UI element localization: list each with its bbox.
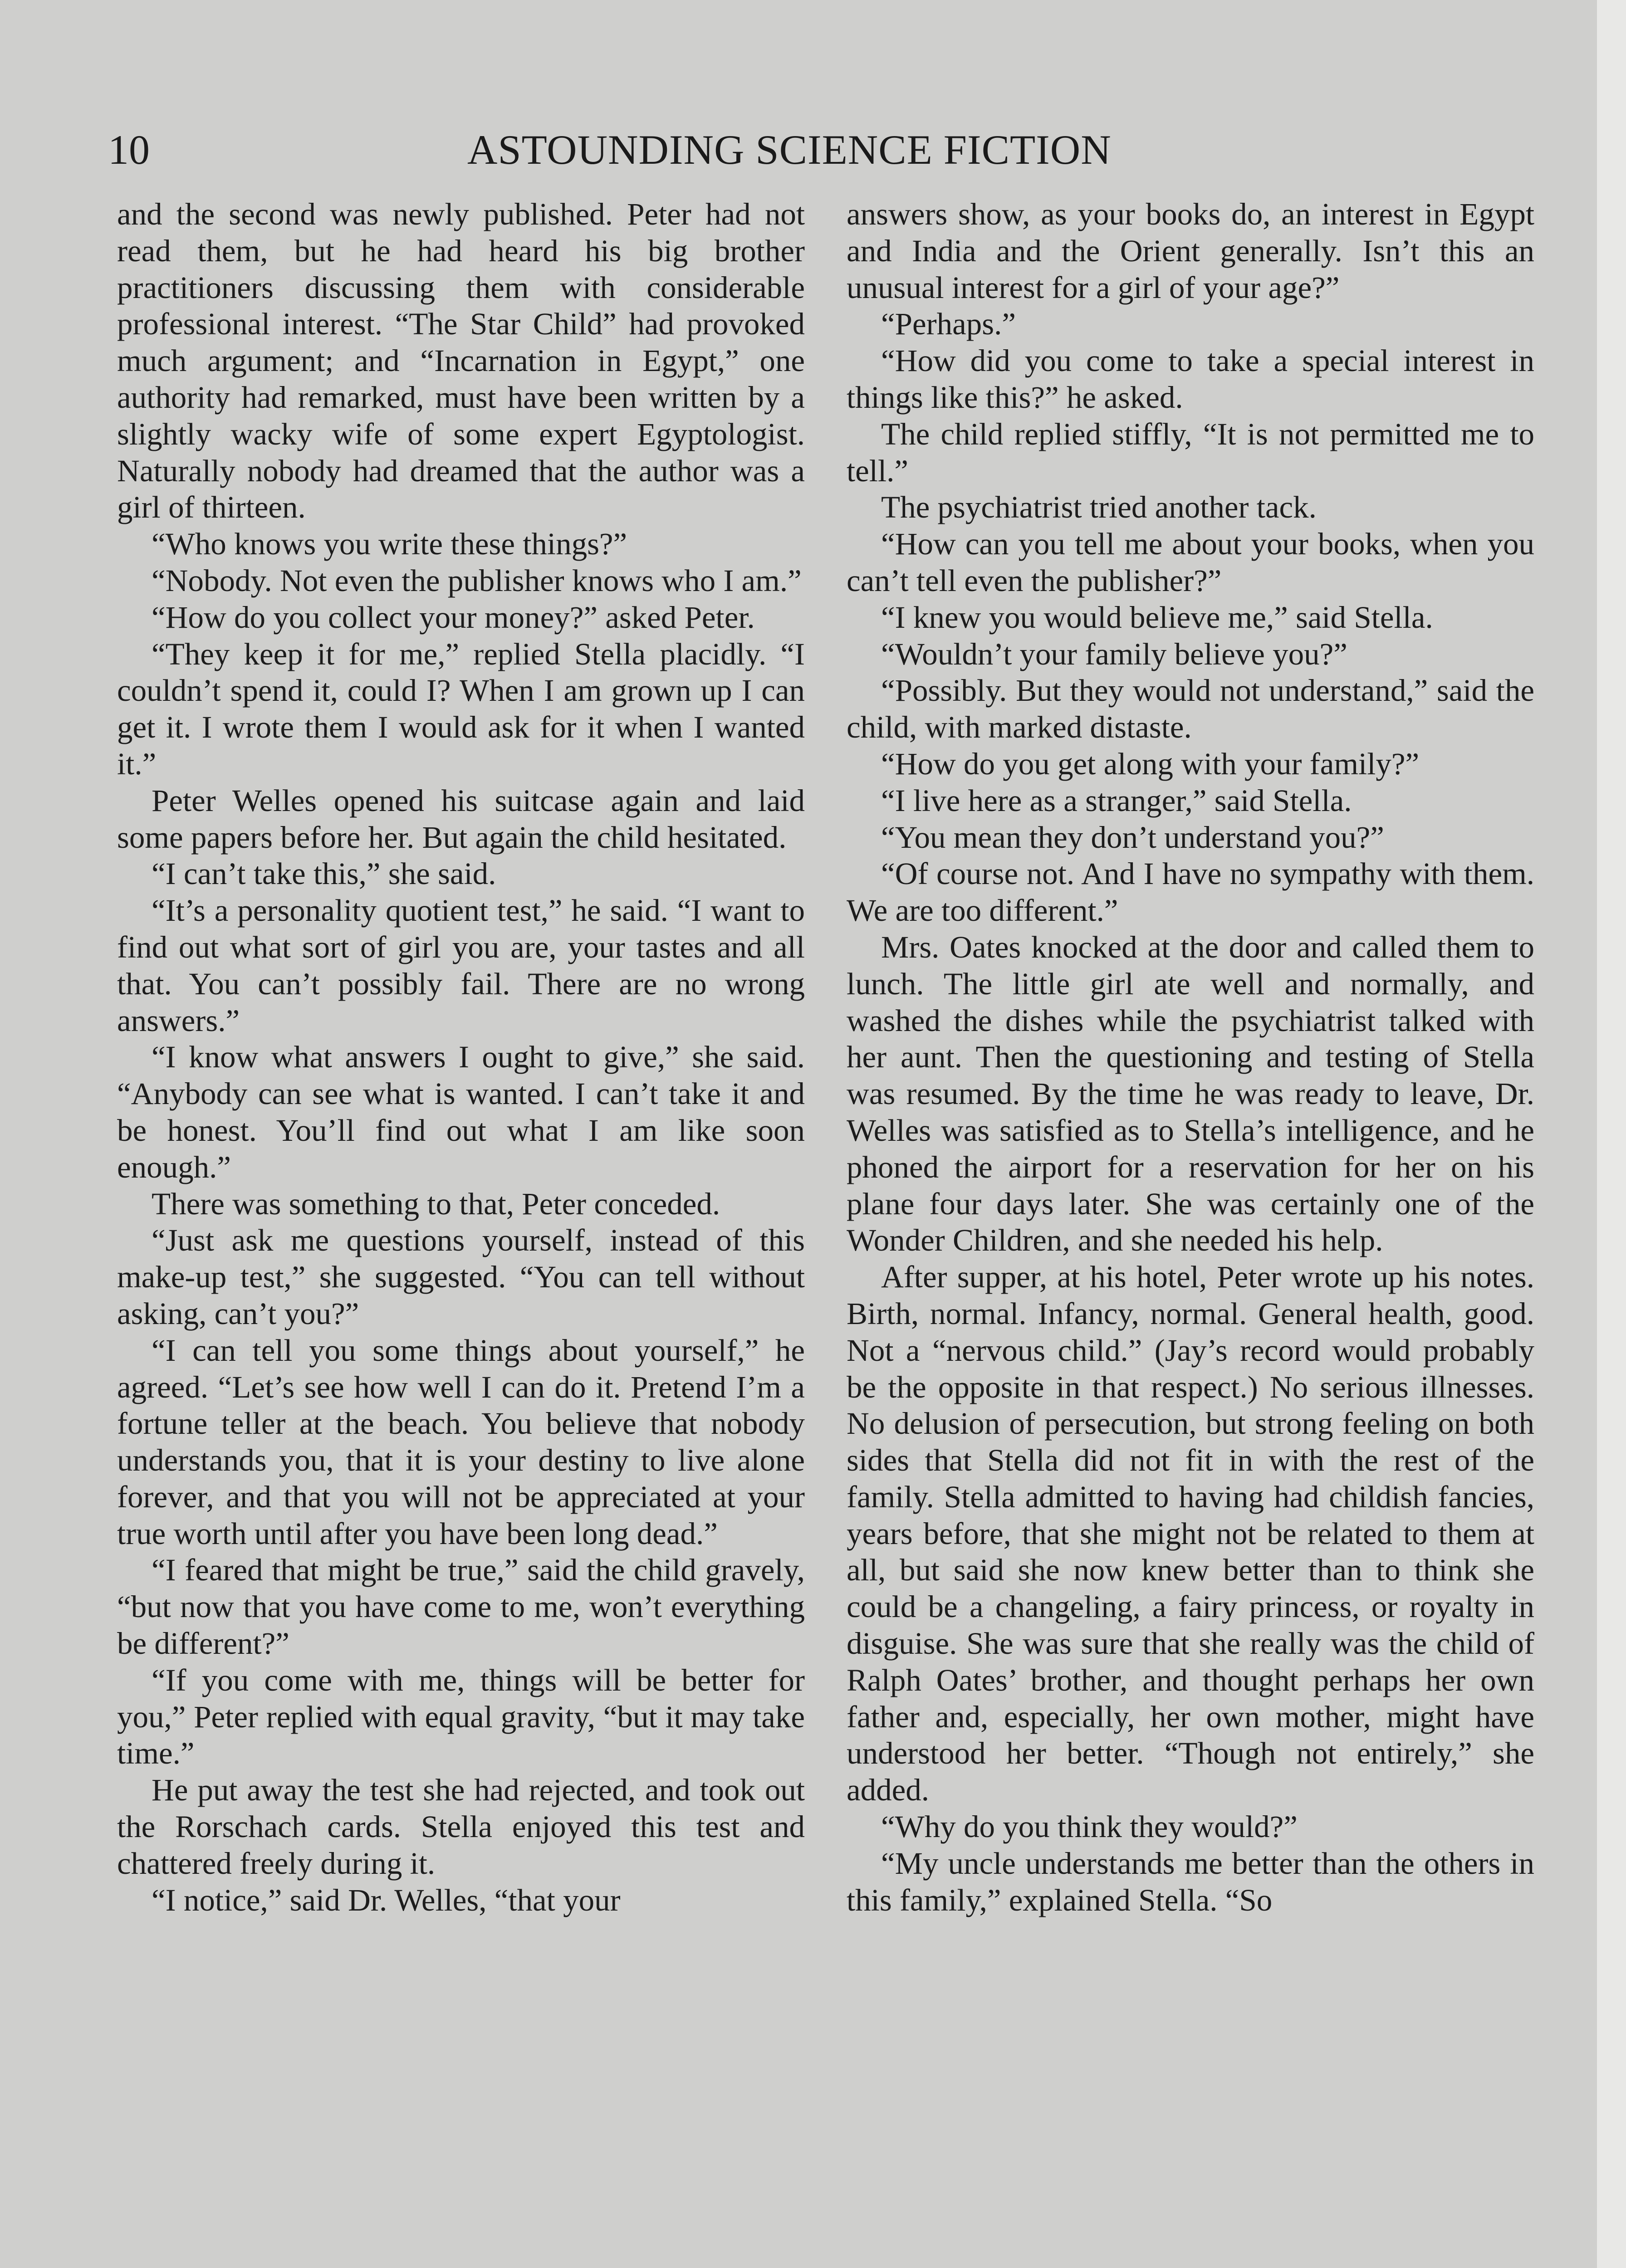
paragraph: “How can you tell me about your books, when you can’t tell even the publisher?”: [847, 527, 1534, 598]
paragraph: “How do you get along with your family?”: [881, 746, 1420, 781]
paragraph: The psychiatrist tried another tack.: [881, 490, 1317, 525]
paragraph: Peter Welles opened his suitcase again and laid some papers before her. But again the child hesitated.: [117, 783, 805, 855]
right-column: [847, 196, 1534, 1918]
paragraph: “I know what answers I ought to give,” she said. “Anybody can see what is wanted. I can’t take it and be honest. You’ll find out what I am like soon enough.”: [117, 1040, 805, 1184]
paragraph: “How do you collect your money?” asked Peter.: [152, 600, 755, 635]
paragraph: He put away the test she had rejected, and took out the Rorschach cards. Stella enjoyed this test and chattered freely during it.: [117, 1773, 805, 1881]
paragraph: “How did you come to take a special interest in things like this?” he asked.: [847, 343, 1534, 415]
paragraph: “I feared that might be true,” said the child gravely, “but now that you have come to me, won’t everything be different?”: [117, 1553, 805, 1661]
paragraph: “If you come with me, things will be better for you,” Peter replied with equal gravity, “but it may take time.”: [117, 1662, 805, 1771]
running-header: [0, 122, 1626, 177]
paragraph: “I live here as a stranger,” said Stella.: [881, 783, 1352, 818]
paragraph: “Who knows you write these things?”: [152, 527, 627, 562]
paragraph: and the second was newly published. Peter had not read them, but he had heard his big brother practitioners discussing them with considerable professional interest. “The Star Child” had provoked much argument; and “Incarnation in Egypt,” one authority had remarked, must have been written by a slightly wacky wife of some expert Egyptologist. Naturally nobody had dreamed that the author was a girl of thirteen.: [117, 197, 805, 525]
paragraph: “I can’t take this,” she said.: [152, 856, 496, 891]
paragraph: “Of course not. And I have no sympathy with them. We are too different.”: [847, 856, 1534, 928]
paragraph: After supper, at his hotel, Peter wrote up his notes. Birth, normal. Infancy, normal. General health, good. Not a “nervous child.” (Jay’s record would probably be the opposite in that respect.) No serious illnesses. No delusion of persecution, but strong feeling on both sides that Stella did not fit in with the rest of the family. Stella admitted to having had childish fancies, years before, that she might not be related to them at all, but said she now knew better than to think she could be a changeling, a fairy princess, or royalty in disguise. She was sure that she really was the child of Ralph Oates’ brother, and thought perhaps her own father and, especially, her own mother, might have understood her better. “Though not entirely,” she added.: [847, 1260, 1534, 1808]
paragraph: “Possibly. But they would not understand,” said the child, with marked distaste.: [847, 673, 1534, 745]
left-column: [117, 196, 805, 1918]
paragraph: “I knew you would believe me,” said Stella.: [881, 600, 1433, 635]
paragraph: “Just ask me questions yourself, instead of this make-up test,” she suggested. “You can tell without asking, can’t you?”: [117, 1223, 805, 1331]
paragraph: “You mean they don’t understand you?”: [881, 820, 1384, 855]
paragraph: Mrs. Oates knocked at the door and called them to lunch. The little girl ate well and normally, and washed the dishes while the psychiatrist talked with her aunt. Then the questioning and testing of Stella was resumed. By the time he was ready to leave, Dr. Welles was satisfied as to Stella’s intelligence, and he phoned the airport for a reservation for her on his plane four days later. She was certainly one of the Wonder Children, and she needed his help.: [847, 929, 1534, 1258]
paragraph: There was something to that, Peter conceded.: [152, 1186, 720, 1221]
paragraph: “I notice,” said Dr. Welles, “that your: [152, 1882, 621, 1917]
paragraph: “They keep it for me,” replied Stella placidly. “I couldn’t spend it, could I? When I am grown up I can get it. I wrote them I would ask for it when I wanted it.”: [117, 636, 805, 781]
paragraph: The child replied stiffly, “It is not permitted me to tell.”: [847, 416, 1534, 488]
paragraph: “Wouldn’t your family believe you?”: [881, 636, 1347, 671]
page-number: 10: [108, 127, 150, 173]
paragraph: “I can tell you some things about yourself,” he agreed. “Let’s see how well I can do it. Pretend I’m a fortune teller at the beach. You believe that nobody understands you, that it is your destiny to live alone forever, and that you will not be appreciated at your true worth until after you have been long dead.”: [117, 1333, 805, 1551]
paragraph: “Perhaps.”: [881, 307, 1016, 342]
paragraph: “Why do you think they would?”: [881, 1809, 1298, 1844]
paragraph: “My uncle understands me better than the others in this family,” explained Stella. “So: [847, 1846, 1534, 1917]
paragraph: “It’s a personality quotient test,” he said. “I want to find out what sort of girl you are, your tastes and all that. You can’t possibly fail. There are no wrong answers.”: [117, 893, 805, 1038]
paragraph: “Nobody. Not even the publisher knows who I am.”: [152, 563, 802, 598]
running-title: ASTOUNDING SCIENCE FICTION: [467, 127, 1112, 173]
paragraph: answers show, as your books do, an interest in Egypt and India and the Orient generally. Isn’t this an unusual interest for a girl of your age?”: [847, 197, 1534, 305]
page-edge: [1597, 0, 1626, 2268]
